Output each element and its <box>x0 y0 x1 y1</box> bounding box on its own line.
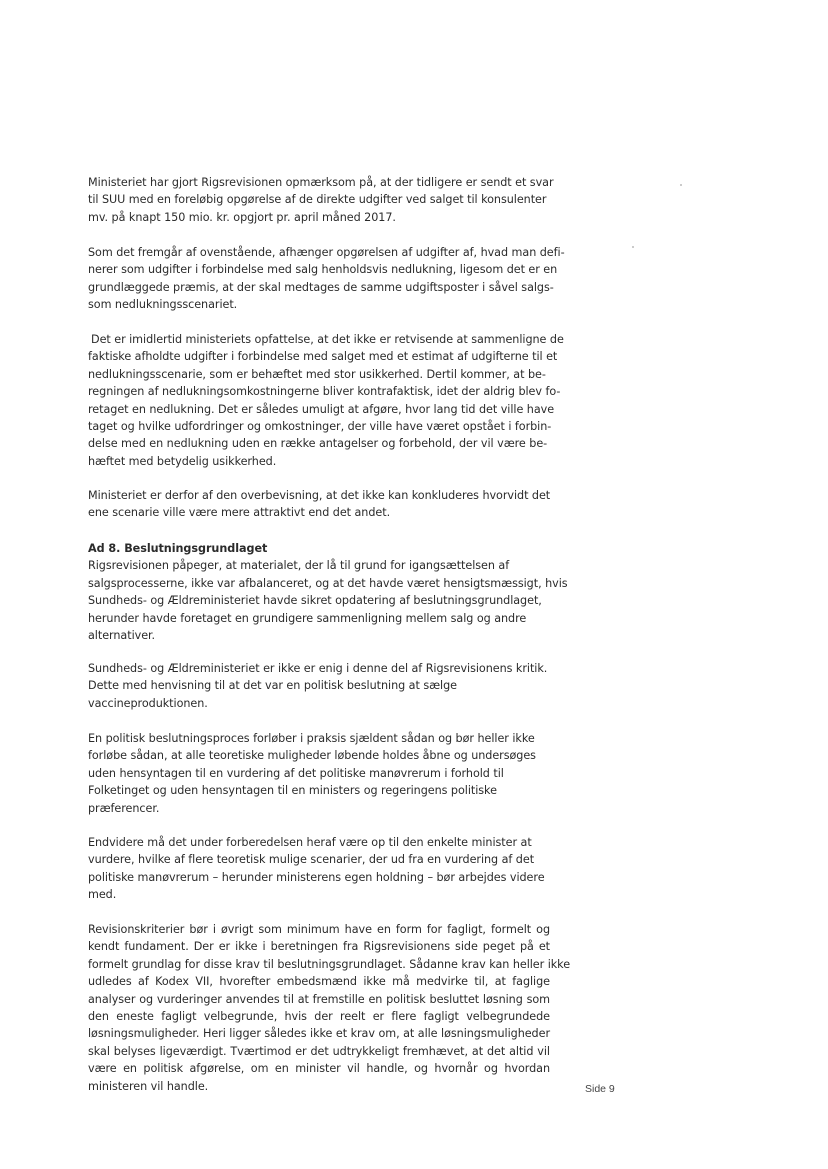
paragraph-line: alternativer. <box>88 629 156 642</box>
paragraph-line: hæftet med betydelig usikkerhed. <box>88 454 277 468</box>
paragraph-line: herunder havde foretaget en grundigere sammenligning mellem salg og andre <box>88 611 527 625</box>
paragraph-line: Revisionskriterier bør i øvrigt som minimum have en form for fagligt, formelt og <box>88 923 550 936</box>
paragraph-line: løsningsmuligheder. Heri ligger således ikke et krav om, at alle løsningsmuligheder <box>88 1027 550 1041</box>
paragraph-line: Sundheds- og Ældreministeriet havde sikret opdatering af beslutningsgrundlaget, <box>88 594 542 608</box>
paragraph-line: Ministeriet er derfor af den overbevisning, at det ikke kan konkluderes hvorvidt det <box>88 489 551 502</box>
page-number: Side 9 <box>585 1083 615 1095</box>
paragraph-line: En politisk beslutningsproces forløber i praksis sjældent sådan og bør heller ikke <box>88 732 535 745</box>
paragraph-line: til SUU med en foreløbig opgørelse af de direkte udgifter ved salget til konsulenter <box>88 193 547 207</box>
paragraph-line: være en politisk afgørelse, om en minister vil handle, og hvornår og hvordan <box>88 1062 550 1076</box>
paragraph-line: delse med en nedlukning uden en række antagelser og forbehold, der vil være be- <box>88 437 548 451</box>
paragraph-line: faktiske afholdte udgifter i forbindelse med salget med et estimat af udgifterne til et <box>88 350 558 364</box>
paragraph-line: Det er imidlertid ministeriets opfattelse, at det ikke er retvisende at sammenligne de <box>91 333 564 346</box>
paragraph-line: Som det fremgår af ovenstående, afhænger opgørelsen af udgifter af, hvad man defi- <box>88 246 565 259</box>
paragraph-line: analyser og vurderinger anvendes til at fremstille en politisk besluttet løsning som <box>88 992 550 1006</box>
paragraph-line: vaccineproduktionen. <box>88 696 208 710</box>
paragraph-line: udledes af Kodex VII, hvorefter embedsmænd ikke må medvirke til, at faglige <box>88 975 550 989</box>
paragraph-line: ministeren vil handle. <box>88 1079 209 1093</box>
scan-speck <box>632 246 634 248</box>
paragraph-line: præferencer. <box>88 801 160 815</box>
paragraph-line: med. <box>88 888 117 902</box>
paragraph-line: regningen af nedlukningsomkostningerne bliver kontrafaktisk, idet der aldrig blev fo- <box>88 385 561 399</box>
paragraph-line: Sundheds- og Ældreministeriet er ikke er enig i denne del af Rigsrevisionens kritik. <box>88 662 548 675</box>
paragraph-line: salgsprocesserne, ikke var afbalanceret, og at det havde været hensigtsmæssigt, hvis <box>88 576 568 590</box>
paragraph-line: nerer som udgifter i forbindelse med salg henholdsvis nedlukning, ligesom det er en <box>88 263 558 277</box>
paragraph-line: taget og hvilke udfordringer og omkostninger, der ville have været opstået i forbin- <box>88 420 552 433</box>
paragraph-line: mv. på knapt 150 mio. kr. opgjort pr. april måned 2017. <box>88 210 396 224</box>
paragraph-line: Folketinget og uden hensyntagen til en ministers og regeringens politiske <box>88 784 497 798</box>
paragraph-line: grundlæggede præmis, at der skal medtages de samme udgiftsposter i såvel salgs- <box>88 280 554 294</box>
paragraph-line: retaget en nedlukning. Det er således umuligt at afgøre, hvor lang tid det ville have <box>88 402 555 416</box>
paragraph-line: vurdere, hvilke af flere teoretisk mulige scenarier, der ud fra en vurdering af det <box>88 853 535 867</box>
paragraph-line: forløbe sådan, at alle teoretiske muligheder løbende holdes åbne og undersøges <box>88 749 536 763</box>
paragraph-line: Dette med henvisning til at det var en politisk beslutning at sælge <box>88 679 457 693</box>
paragraph-line: ene scenarie ville være mere attraktivt end det andet. <box>88 506 391 520</box>
section-heading: Ad 8. Beslutningsgrundlaget <box>88 542 268 555</box>
paragraph-line: som nedlukningsscenariet. <box>88 298 238 312</box>
paragraph-line: den eneste fagligt velbegrunde, hvis der reelt er flere fagligt velbegrundede <box>88 1010 550 1023</box>
paragraph-line: nedlukningsscenarie, som er behæftet med stor usikkerhed. Dertil kommer, at be- <box>88 367 546 381</box>
paragraph-line: kendt fundament. Der er ikke i beretningen fra Rigsrevisionens side peget på et <box>88 940 550 954</box>
paragraph-line: politiske manøvrerum – herunder ministerens egen holdning – bør arbejdes videre <box>88 870 545 884</box>
paragraph-line: Endvidere må det under forberedelsen heraf være op til den enkelte minister at <box>88 836 532 849</box>
paragraph-line: skal belyses ligeværdigt. Tværtimod er det udtrykkeligt fremhævet, at det altid vil <box>88 1044 550 1058</box>
paragraph-line: Ministeriet har gjort Rigsrevisionen opmærksom på, at der tidligere er sendt et svar <box>88 176 554 189</box>
paragraph-line: Rigsrevisionen påpeger, at materialet, der lå til grund for igangsættelsen af <box>88 559 510 573</box>
paragraph-line: uden hensyntagen til en vurdering af det politiske manøvrerum i forhold til <box>88 766 504 780</box>
scan-speck <box>680 184 682 186</box>
paragraph-line: formelt grundlag for disse krav til beslutningsgrundlaget. Sådanne krav kan heller ikke <box>88 957 571 971</box>
